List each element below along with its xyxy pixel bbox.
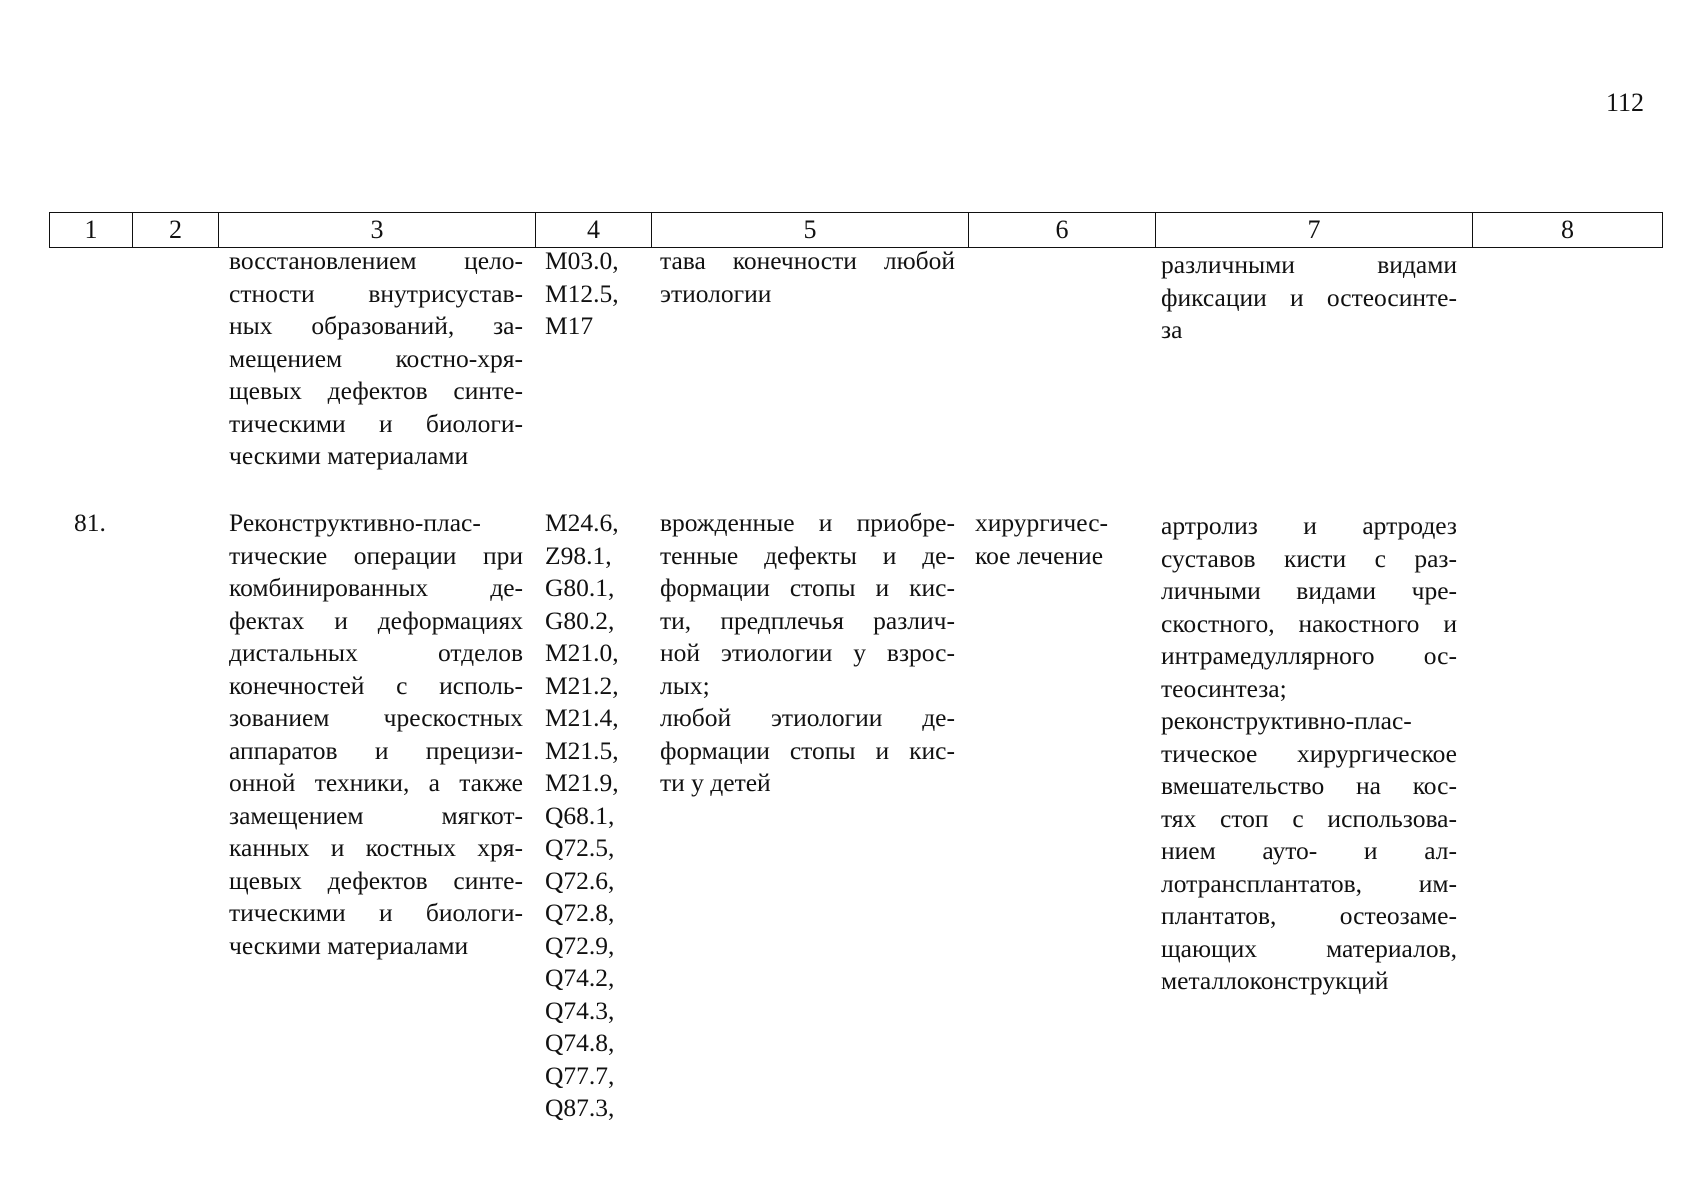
text-line: щевых дефектов синте-: [229, 376, 523, 405]
text-line: вмешательство на кос-: [1161, 771, 1457, 800]
text-line: Q74.3,: [545, 995, 615, 1025]
text-line: скостного, накостного и: [1161, 608, 1457, 638]
text-line: врожденные и приобре-: [660, 508, 955, 537]
header-col-4: 4: [536, 213, 652, 248]
header-col-2: 2: [133, 213, 219, 248]
text-line: G80.2,: [545, 605, 615, 635]
text-line: восстановлением цело-: [229, 246, 523, 275]
text-line: ческими материалами: [229, 441, 469, 470]
text-line: формации стопы и кис-: [660, 735, 955, 765]
continuation-col7: [1161, 249, 1457, 347]
text-line: M21.9,: [545, 768, 619, 797]
text-line: фиксации и остеосинте-: [1161, 282, 1457, 312]
row-81-col5-condition: [660, 507, 955, 800]
text-line: щающих материалов,: [1161, 933, 1457, 963]
text-line: Q72.8,: [545, 898, 615, 927]
text-line: тическое хирургическое: [1161, 738, 1457, 768]
text-line: дистальных отделов: [229, 638, 523, 667]
text-line: мещением костно-хря-: [229, 343, 523, 373]
row-81-col4-codes: [545, 507, 637, 1125]
text-line: аппаратов и прецизи-: [229, 735, 523, 765]
text-line: G80.1,: [545, 573, 615, 602]
text-line: Q72.9,: [545, 930, 615, 960]
row-81-col6-treatment: [975, 507, 1130, 572]
text-line: M21.2,: [545, 670, 619, 700]
text-line: M21.5,: [545, 735, 619, 765]
text-line: плантатов, остеозаме-: [1161, 901, 1457, 930]
text-line: Z98.1,: [545, 540, 612, 570]
text-line: теосинтеза;: [1161, 673, 1287, 703]
text-line: лых;: [660, 670, 710, 700]
text-line: Q77.7,: [545, 1060, 615, 1090]
text-line: стности внутрисустав-: [229, 278, 523, 308]
text-line: комбинированных де-: [229, 573, 523, 602]
text-line: за: [1161, 315, 1183, 344]
text-line: M17: [545, 311, 594, 340]
header-col-3: 3: [219, 213, 536, 248]
text-line: ческими материалами: [229, 930, 469, 960]
text-line: тава конечности любой: [660, 246, 955, 275]
text-line: замещением мягкот-: [229, 800, 523, 830]
text-line: этиологии: [660, 278, 772, 308]
text-line: ти у детей: [660, 768, 771, 797]
text-line: тическими и биологи-: [229, 898, 523, 927]
row-81-col3-name: [229, 507, 523, 962]
text-line: Реконструктивно-плас-: [229, 508, 481, 537]
text-line: тенные дефекты и де-: [660, 540, 955, 570]
text-line: личными видами чре-: [1161, 576, 1457, 605]
text-line: Q68.1,: [545, 800, 615, 830]
text-line: щевых дефектов синте-: [229, 865, 523, 895]
row-81-col7-method: [1161, 510, 1457, 998]
text-line: M12.5,: [545, 278, 619, 308]
text-line: Q74.8,: [545, 1028, 615, 1057]
text-line: фектах и деформациях: [229, 605, 523, 635]
text-line: тическими и биологи-: [229, 408, 523, 438]
text-line: Q72.5,: [545, 833, 615, 862]
header-col-5: 5: [652, 213, 969, 248]
text-line: тические операции при: [229, 540, 523, 570]
header-col-8: 8: [1473, 213, 1663, 248]
header-col-1: 1: [50, 213, 133, 248]
text-line: реконструктивно-плас-: [1161, 706, 1412, 735]
text-line: онной техники, а также: [229, 768, 523, 797]
text-line: хирургичес-: [975, 508, 1109, 537]
text-line: ных образований, за-: [229, 311, 523, 340]
column-number-header: [49, 212, 1663, 248]
page-number: 112: [1606, 88, 1645, 117]
continuation-col3: [229, 245, 523, 473]
text-line: кое лечение: [975, 540, 1104, 570]
text-line: различными видами: [1161, 250, 1457, 279]
text-line: M21.4,: [545, 703, 619, 732]
text-line: Q74.2,: [545, 963, 615, 992]
text-line: интрамедуллярного ос-: [1161, 641, 1457, 670]
text-line: любой этиологии де-: [660, 703, 955, 732]
continuation-col4-codes: [545, 245, 637, 343]
text-line: конечностей с исполь-: [229, 670, 523, 700]
text-line: суставов кисти с раз-: [1161, 543, 1457, 573]
text-line: лотрансплантатов, им-: [1161, 868, 1457, 898]
text-line: M03.0,: [545, 246, 619, 275]
text-line: формации стопы и кис-: [660, 573, 955, 602]
text-line: тях стоп с использова-: [1161, 803, 1457, 833]
text-line: Q72.6,: [545, 865, 615, 895]
text-line: канных и костных хря-: [229, 833, 523, 862]
text-line: M24.6,: [545, 508, 619, 537]
text-line: ти, предплечья различ-: [660, 605, 955, 635]
text-line: зованием чрескостных: [229, 703, 523, 732]
header-col-7: 7: [1156, 213, 1473, 248]
continuation-col5: [660, 245, 955, 310]
text-line: нием ауто- и ал-: [1161, 836, 1457, 865]
header-col-6: 6: [969, 213, 1156, 248]
text-line: ной этиологии у взрос-: [660, 638, 955, 667]
text-line: M21.0,: [545, 638, 619, 667]
text-line: Q87.3,: [545, 1093, 615, 1122]
text-line: металлоконструкций: [1161, 966, 1389, 995]
row-81-number: 81.: [74, 508, 106, 537]
text-line: артролиз и артродез: [1161, 511, 1457, 540]
